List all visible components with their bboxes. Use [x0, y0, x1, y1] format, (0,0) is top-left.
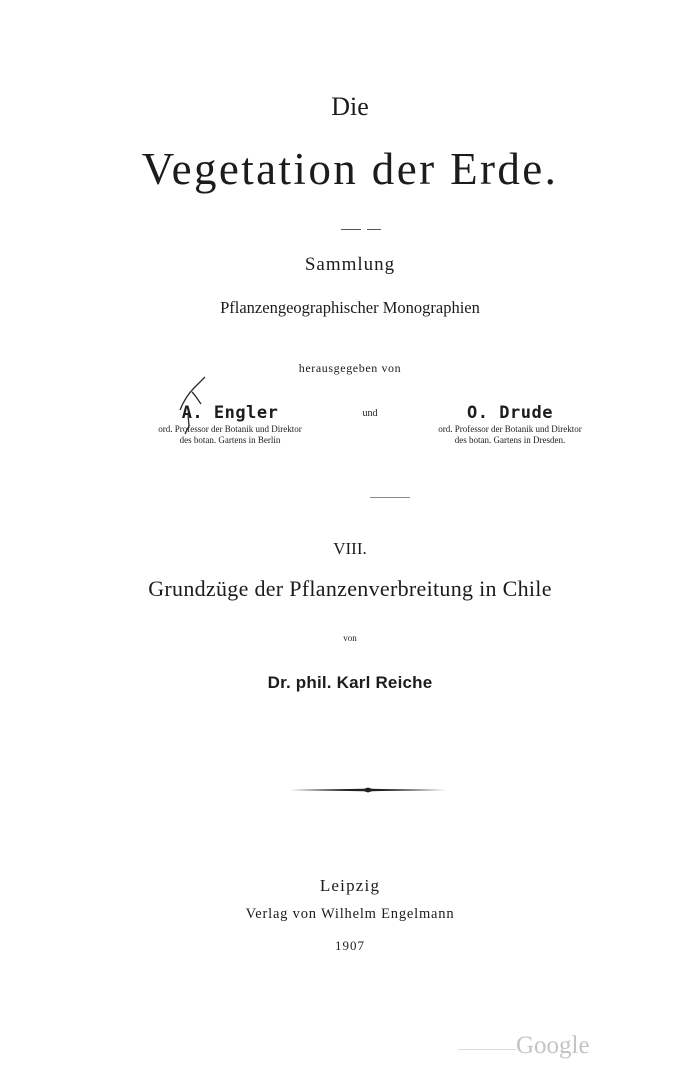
editor-name: A. Engler: [181, 403, 279, 423]
editor-description: des botan. Gartens in Dresden.: [454, 435, 566, 445]
by-label: von: [343, 633, 357, 643]
volume-title: Grundzüge der Pflanzenverbreitung in Chile: [148, 576, 552, 601]
series-title: Vegetation der Erde.: [141, 144, 559, 194]
editor-drude: [360, 402, 660, 446]
publication-year: 1907: [335, 938, 365, 953]
editor-description: ord. Professor der Botanik und Direktor: [438, 424, 582, 434]
series-header: Die: [331, 92, 369, 121]
watermark-line: [458, 1049, 516, 1050]
editor-description: ord. Professor der Botanik und Direktor: [158, 424, 302, 434]
collection-label: Sammlung: [304, 254, 396, 275]
ornamental-rule: [288, 786, 448, 794]
divider-dash: [341, 229, 361, 230]
publisher-name: Verlag von Wilhelm Engelmann: [245, 906, 455, 922]
publication-city: Leipzig: [319, 876, 381, 895]
google-watermark: Google: [516, 1032, 590, 1059]
volume-number: VIII.: [333, 539, 367, 558]
handwritten-mark: [174, 374, 210, 438]
editor-description: des botan. Gartens in Berlin: [179, 435, 281, 445]
and-label: und: [362, 408, 378, 419]
editor-name: O. Drude: [467, 403, 553, 423]
edited-by-label: herausgegeben von: [298, 361, 402, 375]
editor-engler: [80, 402, 380, 446]
author-name: Dr. phil. Karl Reiche: [267, 673, 433, 692]
divider-dash: [367, 229, 381, 230]
divider-dash: [370, 497, 410, 498]
collection-subtitle: Pflanzengeographischer Monographien: [220, 298, 480, 317]
